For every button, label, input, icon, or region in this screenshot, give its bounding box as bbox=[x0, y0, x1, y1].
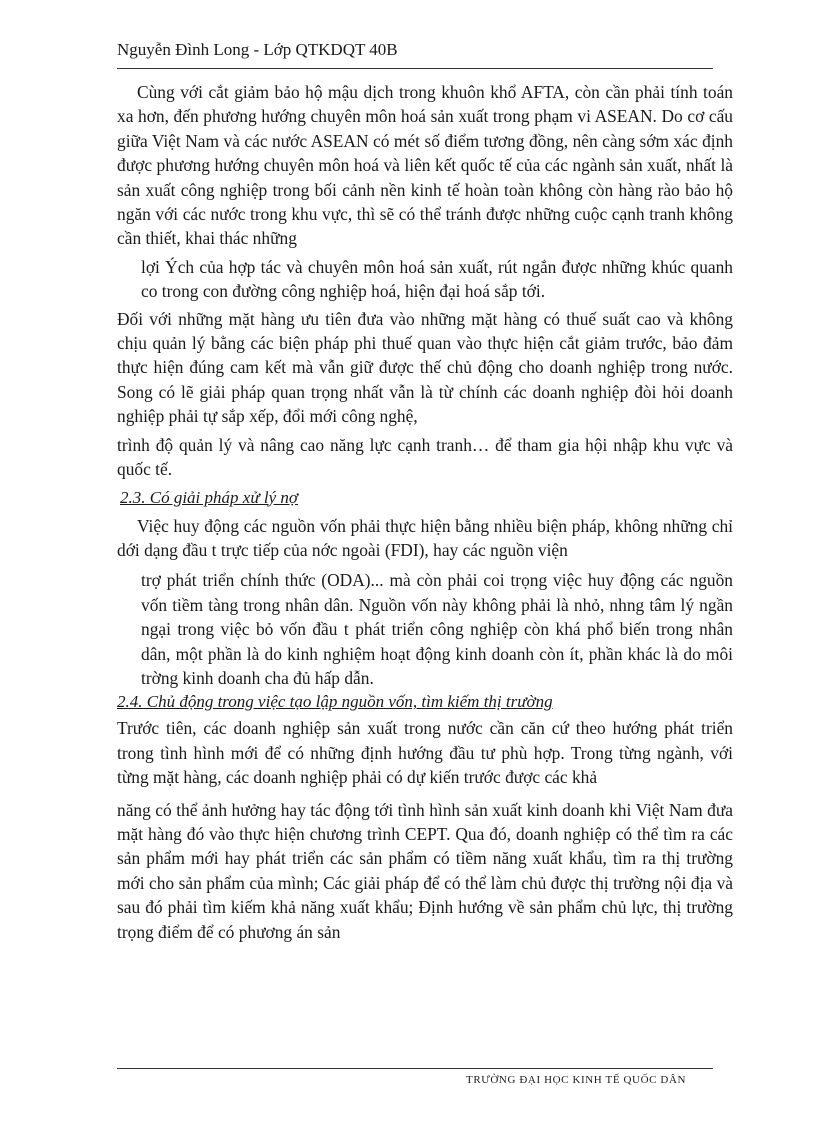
paragraph-cept: năng có thể ảnh hưởng hay tác động tới tình hình sản xuất kinh doanh khi Việt Nam đưa mặt hàng đó vào thực hiện chương trình CEPT. Qua đó, doanh nghiệp có thể tìm ra các sản phẩm mới hay phát triển các sản phẩm có tiềm năng xuất khẩu, tìm ra thị trường mới cho sản phẩm của mình; Các giải pháp để có thể làm chủ được thị trường nội địa và sau đó phải tìm kiếm khả năng xuất khẩu; Định hướng về sản phẩm chủ lực, thị trường trọng điểm để có phương án sản bbox=[117, 799, 733, 942]
footer-rule bbox=[117, 1068, 713, 1069]
paragraph-specialization: lợi Ých của hợp tác và chuyên môn hoá sản xuất, rút ngắn được những khúc quanh co trong con đường công nghiệp hoá, hiện đại hoá sắp tới. bbox=[141, 256, 733, 302]
paragraph-competitiveness: trình độ quản lý và nâng cao năng lực cạnh tranh… để tham gia hội nhập khu vực và quốc tế. bbox=[117, 434, 733, 480]
page-header: Nguyễn Đình Long - Lớp QTKDQT 40B bbox=[117, 40, 398, 59]
paragraph-oda: trợ phát triển chính thức (ODA)... mà còn phải coi trọng việc huy động các nguồn vốn tiềm tàng trong nhân dân. Nguồn vốn này không phải là nhỏ, nhng tâm lý ngần ngại trong việc bỏ vốn đầu t phát triển công nghiệp còn khá phổ biến trong nhân dân, một phần là do kinh nghiệm hoạt động kinh doanh còn ít, phần khác là do môi trờng kinh doanh cha đủ hấp dẫn. bbox=[141, 570, 733, 688]
paragraph-capital-mobilization: Việc huy động các nguồn vốn phải thực hiện bằng nhiều biện pháp, không những chỉ dới dạng đầu t trực tiếp của nớc ngoài (FDI), hay các nguồn viện bbox=[117, 515, 733, 560]
paragraph-priority-goods: Đối với những mặt hàng ưu tiên đưa vào những mặt hàng có thuế suất cao và không chịu quản lý bằng các biện pháp phi thuế quan vào thực hiện cắt giảm trước, bảo đảm thực hiện đúng cam kết mà vẫn giữ được thế chủ động cho doanh nghiệp trong nước. Song có lẽ giải pháp quan trọng nhất vẫn là từ chính các doanh nghiệp đòi hỏi doanh nghiệp phải tự sắp xếp, đổi mới công nghệ, bbox=[117, 308, 733, 427]
section-heading-2-3: 2.3. Có giải pháp xử lý nợ bbox=[120, 487, 298, 507]
page-footer: TRƯỜNG ĐẠI HỌC KINH TẾ QUỐC DÂN bbox=[466, 1074, 687, 1086]
paragraph-orientation: Trước tiên, các doanh nghiệp sản xuất trong nước cần căn cứ theo hướng phát triển trong tình hình mới để có những định hướng đầu tư phù hợp. Trong từng ngành, với từng mặt hàng, các doanh nghiệp phải có dự kiến trước được các khả bbox=[117, 718, 733, 788]
section-heading-2-4: 2.4. Chủ động trong việc tạo lập nguồn vốn, tìm kiếm thị trường bbox=[117, 692, 553, 712]
header-rule bbox=[117, 68, 713, 69]
paragraph-afta: Cùng với cắt giảm bảo hộ mậu dịch trong khuôn khổ AFTA, còn cần phải tính toán xa hơn, đến phương hướng chuyên môn hoá sản xuất trong phạm vi ASEAN. Do cơ cấu giữa Việt Nam và các nước ASEAN có mét số điểm tương đồng, nên càng sớm xác định được phương hướng chuyên môn hoá và liên kết quốc tế của các ngành sản xuất, nhất là sản xuất công nghiệp trong bối cảnh nền kinh tế hoàn toàn không còn hàng rào bảo hộ ngăn với các nước trong khu vực, thì sẽ có thể tránh được những cuộc cạnh tranh không cần thiết, khai thác những bbox=[117, 82, 733, 249]
document-body bbox=[117, 80, 733, 944]
